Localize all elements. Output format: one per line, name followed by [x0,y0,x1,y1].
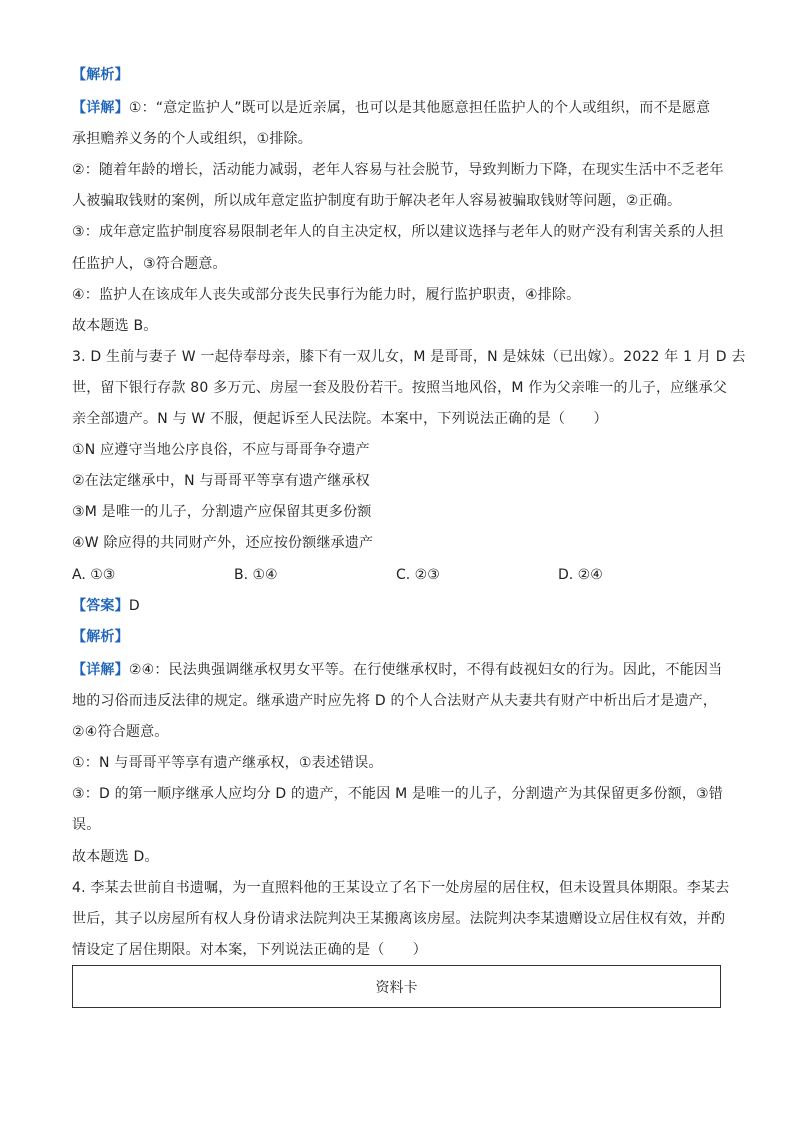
detail-tag-2: 【详解】 [72,662,129,678]
answer-line [72,596,722,616]
detail-2-line-2: 地的习俗而违反法律的规定。继承遗产时应先将 D 的个人合法财产从夫妻共有财产中析出后才是遗产， [72,693,718,709]
question-4-stem-1: 4. 李某去世前自书遗嘱，为一直照料他的王某设立了名下一处房屋的居住权，但未设置具体期限。李某去 [72,880,730,896]
question-4-stem-2: 世后，其子以房屋所有权人身份请求法院判决王某搬离该房屋。法院判决李某遗赠设立居住权有效，并酌 [72,911,726,927]
choice-d: D. ②④ [558,567,603,583]
info-card-box [72,965,721,1008]
detail-2-line-1 [72,660,722,680]
detail-2-line-3: ②④符合题意。 [72,724,169,740]
detail-line-5: ③：成年意定监护制度容易限制老年人的自主决定权，所以建议选择与老年人的财产没有利害关系的人担 [72,224,724,240]
answer-value: D [128,598,140,614]
analysis-tag-2: 【解析】 [72,629,129,645]
info-card-label: 资料卡 [375,979,418,996]
detail-2-line-6: 误。 [72,817,101,833]
question-3-stem-3: 亲全部遗产。N 与 W 不服，便起诉至人民法院。本案中，下列说法正确的是（ ） [72,411,608,427]
choice-b: B. ①④ [234,567,278,583]
question-3-stem-2: 世，留下银行存款 80 多万元、房屋一套及股份若干。按照当地风俗，M 作为父亲唯一的儿子，应继承父 [72,380,728,396]
detail-2-line-4: ①：N 与哥哥平等享有遗产继承权，①表述错误。 [72,755,383,771]
detail-line-7: ④：监护人在该成年人丧失或部分丧失民事行为能力时，履行监护职责，④排除。 [72,287,581,303]
choice-c: C. ②③ [396,567,440,583]
question-3-option-4: ④W 除应得的共同财产外，还应按份额继承遗产 [72,535,374,551]
detail-2-text: ②④：民法典强调继承权男女平等。在行使继承权时，不得有歧视妇女的行为。因此，不能因当 [128,662,723,678]
detail-2-line-5: ③：D 的第一顺序继承人应均分 D 的遗产，不能因 M 是唯一的儿子，分割遗产为其保留更多份额，③错 [72,786,723,802]
detail-line-2: 承担赡养义务的个人或组织，①排除。 [72,131,312,147]
conclusion-line: 故本题选 B。 [72,318,158,334]
detail-line-3: ②：随着年龄的增长，活动能力减弱，老年人容易与社会脱节，导致判断力下降，在现实生活中不乏老年 [72,162,724,178]
answer-tag: 【答案】 [72,598,129,614]
detail-line-6: 任监护人，③符合题意。 [72,256,227,272]
analysis-heading-2 [72,627,722,647]
analysis-tag: 【解析】 [72,67,129,83]
detail-text: ①：“意定监护人”既可以是近亲属，也可以是其他愿意担任监护人的个人或组织，而不是愿意 [128,100,711,116]
question-4-stem-3: 情设定了居住期限。对本案，下列说法正确的是（ ） [72,942,427,958]
question-3-stem-1: 3. D 生前与妻子 W 一起侍奉母亲，膝下有一双儿女，M 是哥哥，N 是妹妹（已出嫁）。2022 年 1 月 D 去 [72,349,746,365]
analysis-heading [72,65,722,85]
question-3-option-3: ③M 是唯一的儿子，分割遗产应保留其更多份额 [72,504,372,520]
conclusion-line-2: 故本题选 D。 [72,849,159,865]
question-3-option-1: ①N 应遵守当地公序良俗，不应与哥哥争夺遗产 [72,442,370,458]
question-3-option-2: ②在法定继承中，N 与哥哥平等享有遗产继承权 [72,473,370,489]
detail-line-1 [72,98,722,118]
choice-a: A. ①③ [72,567,116,583]
detail-line-4: 人被骗取钱财的案例，所以成年意定监护制度有助于解决老年人容易被骗取钱财等问题，②正确。 [72,193,682,209]
detail-tag: 【详解】 [72,100,129,116]
